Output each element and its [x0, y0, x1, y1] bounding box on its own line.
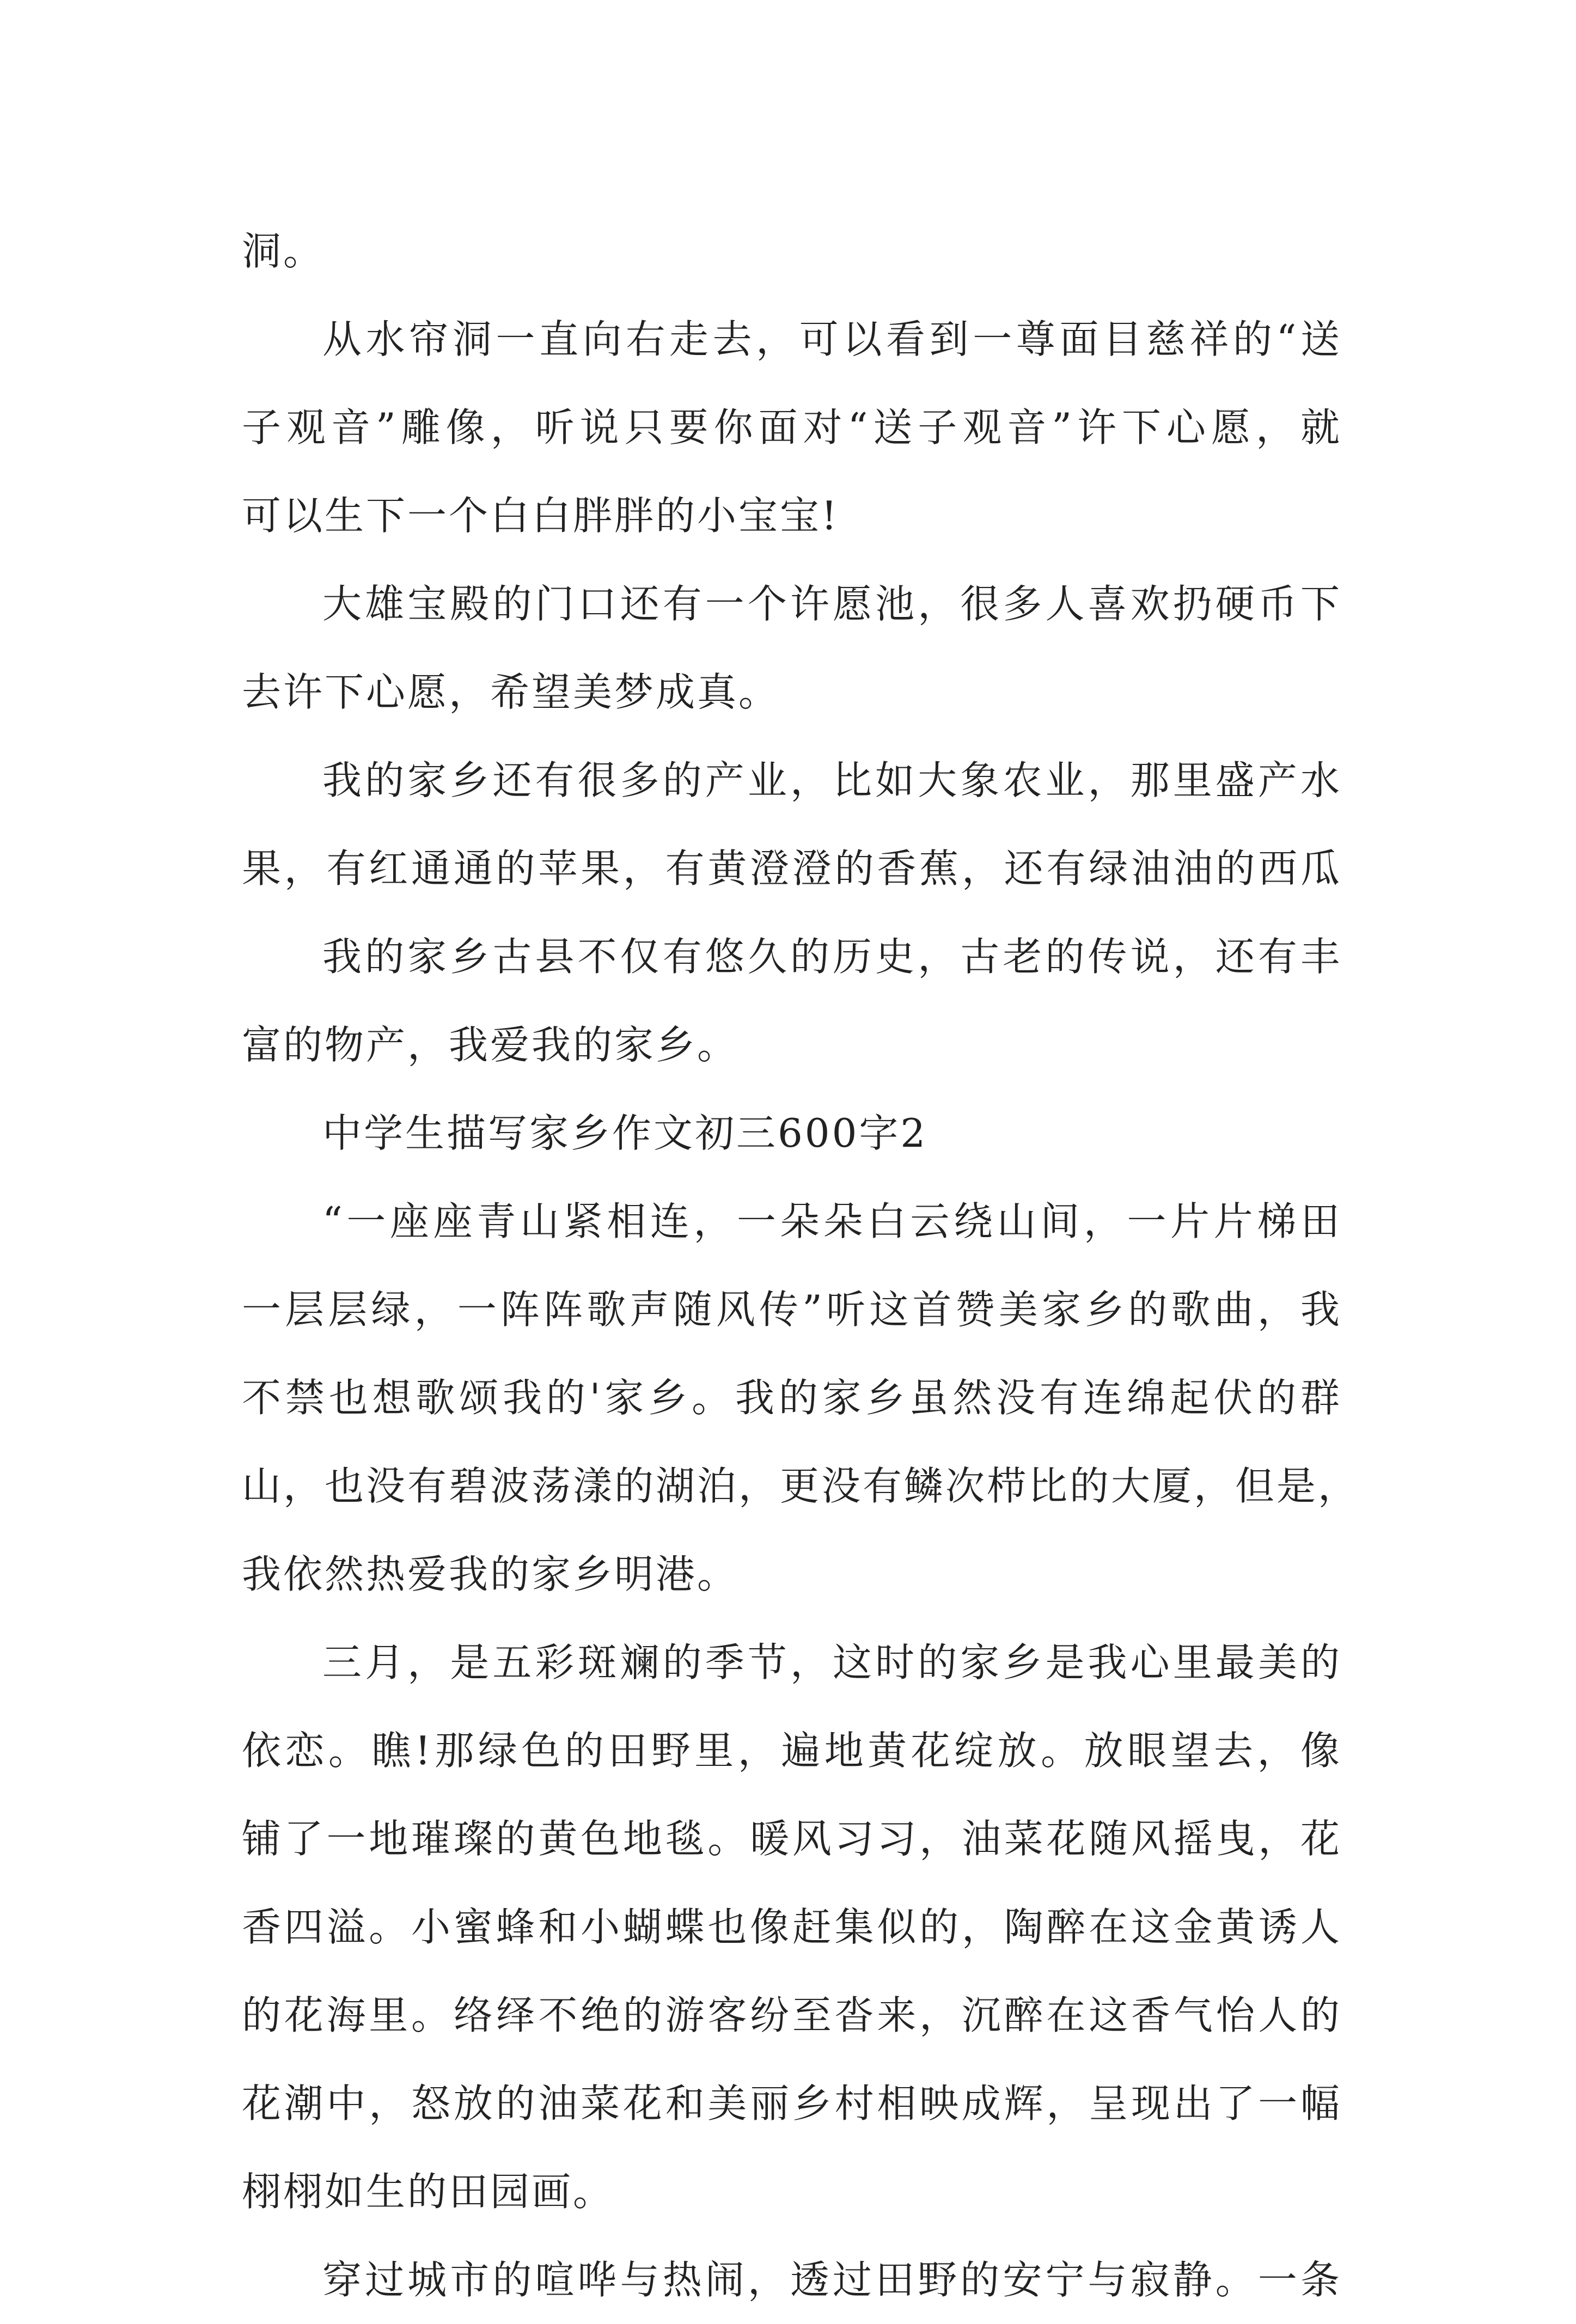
text-line: 花潮中，怒放的油菜花和美丽乡村相映成辉，呈现出了一幅 [242, 2081, 1342, 2126]
text-line: 香四溢。小蜜蜂和小蝴蝶也像赶集似的，陶醉在这金黄诱人 [242, 1904, 1342, 1950]
text-line: 子观音”雕像，听说只要你面对“送子观音”许下心愿，就 [242, 405, 1342, 450]
text-line: 果，有红通通的苹果，有黄澄澄的香蕉，还有绿油油的西瓜 [242, 846, 1342, 891]
text-line: 山，也没有碧波荡漾的湖泊，更没有鳞次栉比的大厦，但是， [242, 1463, 1360, 1509]
text-line: 三月，是五彩斑斓的季节，这时的家乡是我心里最美的 [322, 1640, 1342, 1685]
text-line: 可以生下一个白白胖胖的小宝宝! [242, 493, 839, 539]
text-line: 我的家乡古县不仅有悠久的历史，古老的传说，还有丰 [322, 934, 1342, 980]
text-line: 从水帘洞一直向右走去，可以看到一尊面目慈祥的“送 [322, 316, 1342, 362]
text-line: 去许下心愿，希望美梦成真。 [242, 669, 780, 715]
text-line: 我依然热爱我的家乡明港。 [242, 1551, 739, 1597]
text-line: 不禁也想歌颂我的'家乡。我的家乡虽然没有连绵起伏的群 [242, 1375, 1342, 1421]
text-line: 洞。 [242, 228, 325, 274]
text-line: 穿过城市的喧哗与热闹，透过田野的安宁与寂静。一条 [322, 2257, 1342, 2303]
text-line: “一座座青山紧相连，一朵朵白云绕山间，一片片梯田 [322, 1198, 1342, 1244]
text-line: 依恋。瞧!那绿色的田野里，遍地黄花绽放。放眼望去，像 [242, 1728, 1342, 1773]
text-line: 铺了一地璀璨的黄色地毯。暖风习习，油菜花随风摇曳，花 [242, 1816, 1342, 1862]
text-line: 大雄宝殿的门口还有一个许愿池，很多人喜欢扔硬币下 [322, 581, 1342, 627]
text-line: 一层层绿，一阵阵歌声随风传”听这首赞美家乡的歌曲，我 [242, 1287, 1342, 1332]
text-line: 富的物产，我爱我的家乡。 [242, 1022, 739, 1068]
section-heading: 中学生描写家乡作文初三600字2 [322, 1110, 928, 1156]
document-body [242, 207, 1360, 2324]
text-line: 的花海里。络绎不绝的游客纷至沓来，沉醉在这香气怡人的 [242, 1992, 1342, 2038]
text-line: 栩栩如生的田园画。 [242, 2169, 615, 2215]
text-line: 我的家乡还有很多的产业，比如大象农业，那里盛产水 [322, 757, 1342, 803]
